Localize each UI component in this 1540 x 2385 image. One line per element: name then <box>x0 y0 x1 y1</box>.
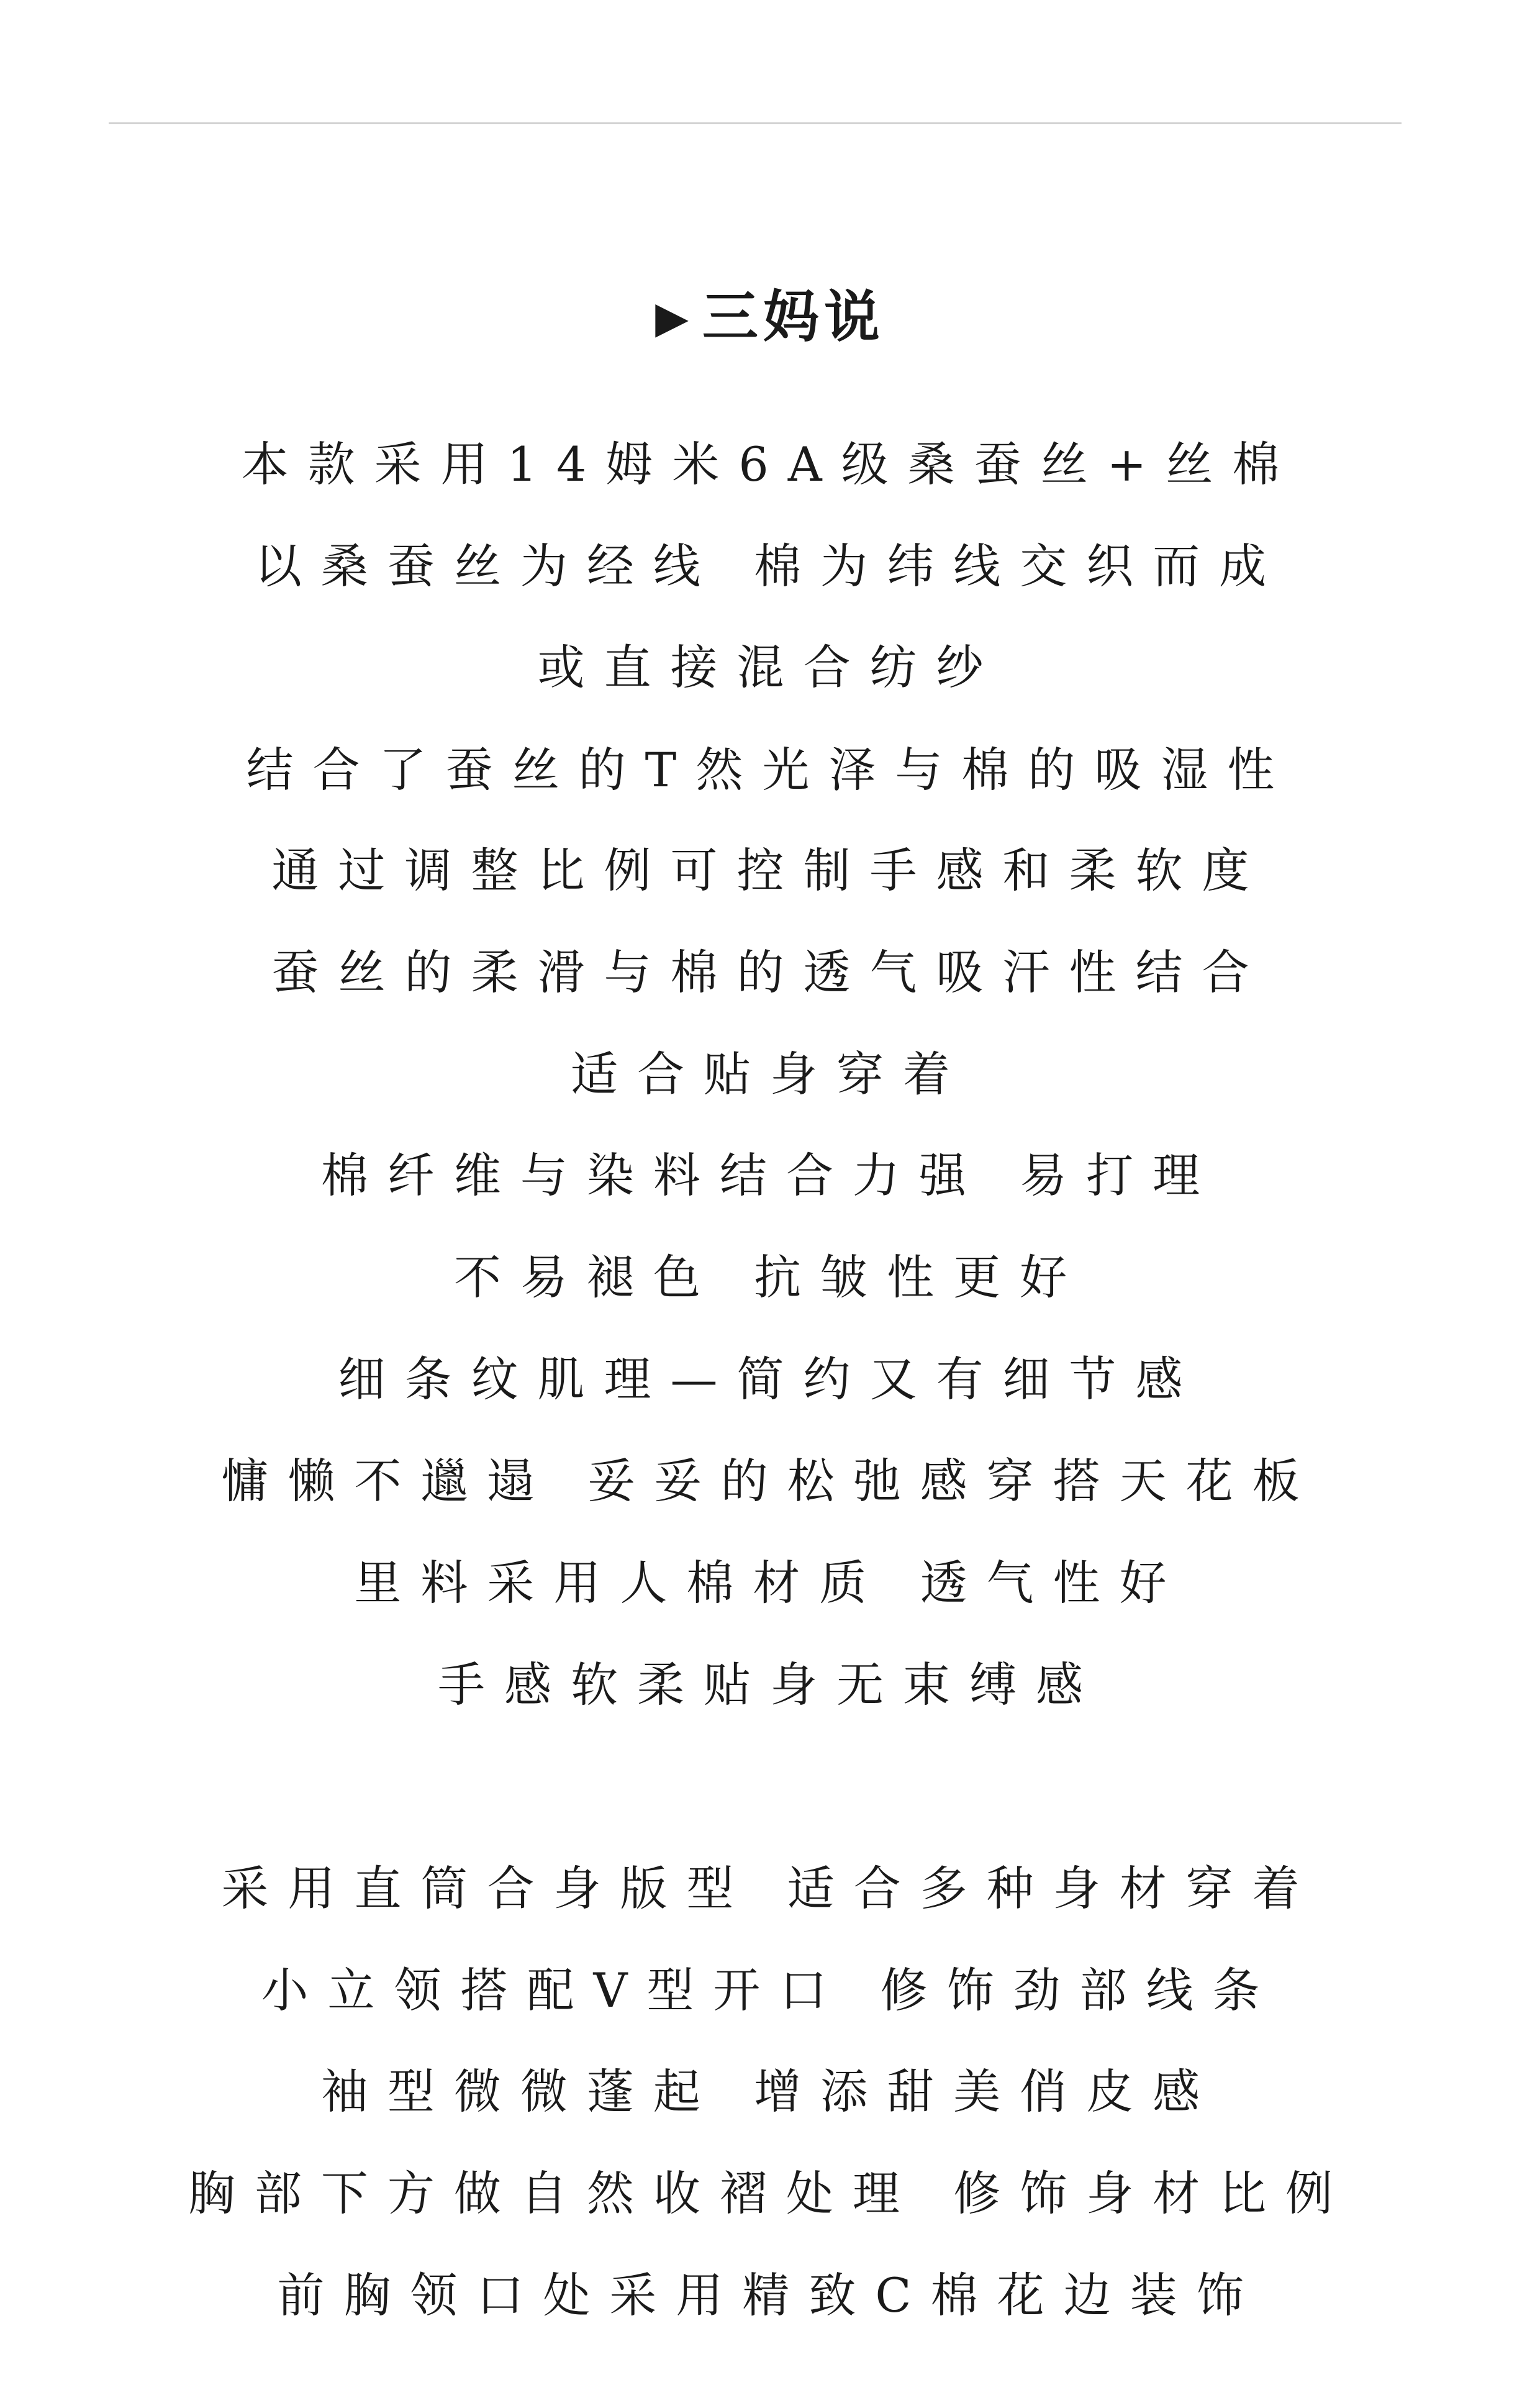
text-line: 袖型微微蓬起 增添甜美俏皮感 <box>320 2064 1220 2119</box>
text-line: 胸部下方做自然收褶处理 修饰身材比例 <box>188 2166 1352 2221</box>
text-line: 前胸领口处采用精致C棉花边装饰 <box>277 2268 1263 2323</box>
text-line: 结合了蚕丝的T然光泽与棉的吸湿性 <box>246 742 1294 797</box>
text-line: 采用直筒合身版型 适合多种身材穿着 <box>221 1861 1319 1916</box>
text-line: 不易褪色 抗皱性更好 <box>453 1250 1087 1305</box>
text-line: 蚕丝的柔滑与棉的透气吸汗性结合 <box>271 945 1269 1000</box>
heading-title: 三妈说 <box>702 284 885 350</box>
text-line: 手感软柔贴身无束缚感 <box>438 1657 1102 1712</box>
play-triangle-icon: ▶ <box>655 291 694 343</box>
text-line: 通过调整比例可控制手感和柔软度 <box>271 843 1269 898</box>
text-line: 小立领搭配V型开口 修饰劲部线条 <box>261 1963 1279 2018</box>
text-line: 以桑蚕丝为经线 棉为纬线交织而成 <box>254 538 1286 594</box>
text-line: 细条纹肌理—简约又有细节感 <box>338 1352 1202 1407</box>
text-line: 或直接混合纺纱 <box>537 640 1003 695</box>
text-line: 慵懒不邋遢 妥妥的松弛感穿搭天花板 <box>221 1453 1319 1509</box>
text-line: 棉纤维与染料结合力强 易打理 <box>320 1148 1220 1203</box>
text-line: 适合贴身穿着 <box>571 1047 969 1102</box>
text-line: 里料采用人棉材质 透气性好 <box>354 1555 1186 1610</box>
text-line: 本款采用14姆米6A级桑蚕丝+丝棉 <box>241 437 1299 492</box>
